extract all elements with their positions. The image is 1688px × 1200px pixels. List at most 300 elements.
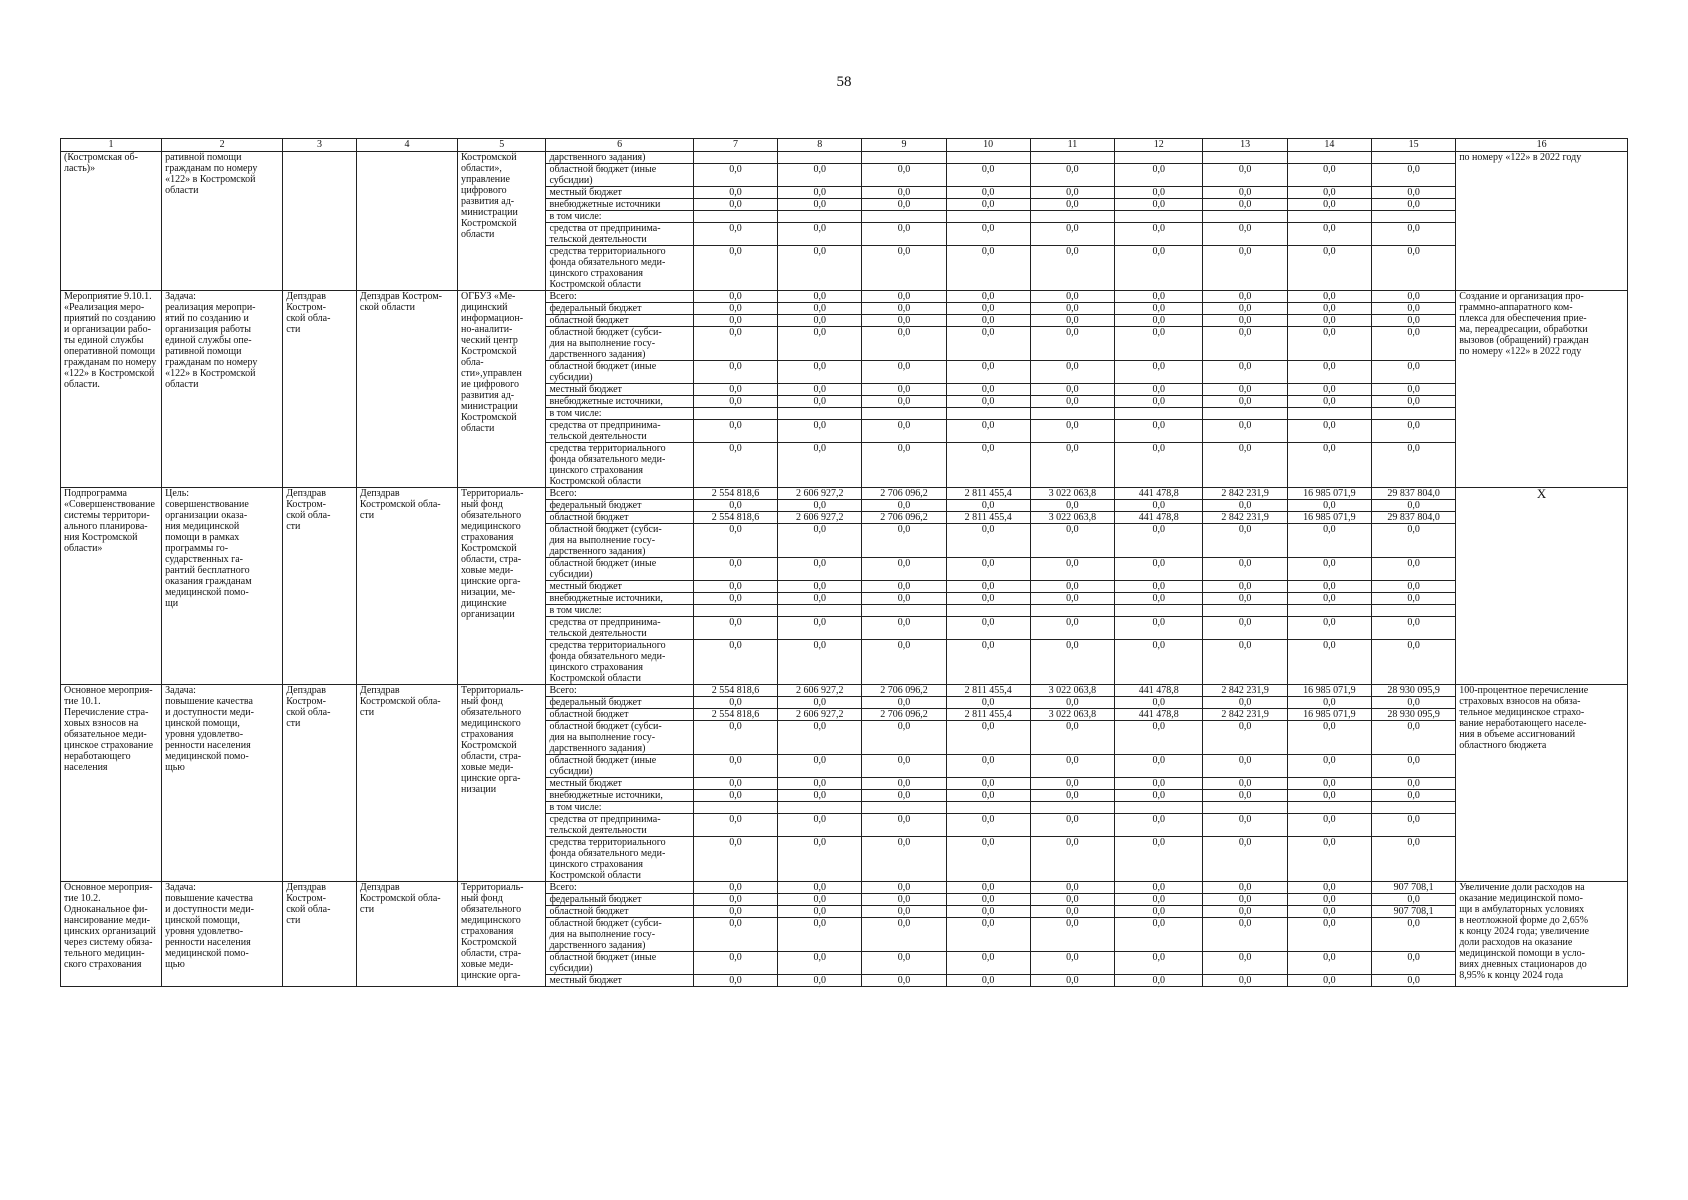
amount-cell: 0,0 [946, 443, 1030, 488]
amount-cell: 0,0 [862, 164, 946, 187]
amount-cell: 2 606 927,2 [778, 488, 862, 500]
amount-cell: 0,0 [946, 291, 1030, 303]
amount-cell: 0,0 [1287, 303, 1371, 315]
amount-cell: 0,0 [778, 396, 862, 408]
amount-cell: 0,0 [693, 500, 777, 512]
amount-cell: 0,0 [778, 697, 862, 709]
amount-cell: 16 985 071,9 [1287, 685, 1371, 697]
amount-cell: 0,0 [1371, 790, 1455, 802]
amount-cell: 0,0 [946, 187, 1030, 199]
amount-cell: 0,0 [778, 778, 862, 790]
amount-cell: 0,0 [693, 315, 777, 327]
amount-cell: 0,0 [1287, 420, 1371, 443]
cell-c5-measure-9-10-1: ОГБУЗ «Ме- дицинский информацион- но-аналити- ческий центр Костромской обла- сти»,управлен ие цифрового развития ад- министрации Костромской области [457, 291, 545, 488]
amount-cell: 0,0 [862, 882, 946, 894]
amount-cell: 0,0 [1030, 443, 1114, 488]
amount-cell: 2 706 096,2 [862, 709, 946, 721]
amount-cell [1203, 211, 1287, 223]
amount-cell: 0,0 [693, 906, 777, 918]
amount-cell: 0,0 [1287, 315, 1371, 327]
cell-c2-continued: ративной помощи гражданам по номеру «122» в Костромской области [162, 152, 283, 291]
amount-cell [693, 152, 777, 164]
table-row [61, 152, 1628, 164]
amount-cell: 0,0 [1203, 291, 1287, 303]
amount-cell [1287, 152, 1371, 164]
amount-cell: 0,0 [1371, 223, 1455, 246]
amount-cell: 29 837 804,0 [1371, 512, 1455, 524]
amount-cell: 907 708,1 [1371, 882, 1455, 894]
amount-cell: 16 985 071,9 [1287, 512, 1371, 524]
amount-cell: 0,0 [693, 778, 777, 790]
funding-source-label: в том числе: [546, 408, 693, 420]
amount-cell: 0,0 [778, 199, 862, 211]
amount-cell: 0,0 [1371, 396, 1455, 408]
amount-cell: 0,0 [862, 199, 946, 211]
amount-cell [1115, 152, 1203, 164]
amount-cell: 0,0 [778, 790, 862, 802]
amount-cell: 441 478,8 [1115, 512, 1203, 524]
amount-cell: 0,0 [862, 558, 946, 581]
column-header: 8 [778, 139, 862, 152]
amount-cell: 0,0 [1115, 837, 1203, 882]
amount-cell: 0,0 [1287, 697, 1371, 709]
amount-cell: 0,0 [862, 640, 946, 685]
amount-cell: 0,0 [1115, 164, 1203, 187]
cell-c1-measure-9-10-1: Мероприятие 9.10.1. «Реализация меро- приятий по созданию и организации рабо- ты единой службы оперативной помощи гражданам по номеру «122» в Костромской области. [61, 291, 162, 488]
amount-cell: 0,0 [1115, 975, 1203, 987]
amount-cell: 0,0 [1115, 814, 1203, 837]
amount-cell: 0,0 [1203, 894, 1287, 906]
amount-cell: 0,0 [1371, 246, 1455, 291]
column-header: 1 [61, 139, 162, 152]
amount-cell: 0,0 [693, 918, 777, 952]
amount-cell: 0,0 [693, 303, 777, 315]
amount-cell: 0,0 [1203, 617, 1287, 640]
amount-cell: 0,0 [946, 952, 1030, 975]
amount-cell: 0,0 [1030, 303, 1114, 315]
amount-cell: 0,0 [1030, 697, 1114, 709]
amount-cell [693, 605, 777, 617]
amount-cell: 0,0 [1287, 500, 1371, 512]
cell-c5-measure-10-2: Территориаль- ный фонд обязательного медицинского страхования Костромской области, стра- ховые меди- цинские орга- [457, 882, 545, 987]
amount-cell [1203, 605, 1287, 617]
amount-cell: 0,0 [946, 303, 1030, 315]
amount-cell: 2 842 231,9 [1203, 512, 1287, 524]
amount-cell: 0,0 [1030, 581, 1114, 593]
cell-c4-measure-10-2: Депздрав Костромской обла- сти [356, 882, 457, 987]
amount-cell: 0,0 [693, 975, 777, 987]
amount-cell [1203, 408, 1287, 420]
amount-cell: 0,0 [1115, 361, 1203, 384]
amount-cell: 0,0 [1287, 223, 1371, 246]
amount-cell: 0,0 [862, 721, 946, 755]
amount-cell: 0,0 [946, 396, 1030, 408]
funding-source-label: Всего: [546, 882, 693, 894]
amount-cell: 0,0 [1371, 721, 1455, 755]
amount-cell: 0,0 [1203, 303, 1287, 315]
funding-source-label: средства от предпринима- тельской деятельности [546, 814, 693, 837]
amount-cell: 0,0 [862, 524, 946, 558]
amount-cell: 0,0 [1371, 361, 1455, 384]
amount-cell: 0,0 [693, 882, 777, 894]
amount-cell: 0,0 [778, 558, 862, 581]
amount-cell: 0,0 [1371, 975, 1455, 987]
amount-cell: 0,0 [946, 721, 1030, 755]
amount-cell: 0,0 [1371, 697, 1455, 709]
funding-source-label: внебюджетные источники, [546, 790, 693, 802]
amount-cell: 0,0 [946, 778, 1030, 790]
amount-cell: 0,0 [778, 894, 862, 906]
amount-cell [862, 802, 946, 814]
amount-cell: 0,0 [693, 199, 777, 211]
amount-cell: 0,0 [693, 420, 777, 443]
amount-cell: 0,0 [1203, 223, 1287, 246]
amount-cell: 0,0 [693, 581, 777, 593]
amount-cell: 0,0 [1115, 443, 1203, 488]
amount-cell: 0,0 [1115, 593, 1203, 605]
amount-cell: 0,0 [1203, 199, 1287, 211]
amount-cell: 0,0 [1115, 952, 1203, 975]
amount-cell: 0,0 [1203, 790, 1287, 802]
amount-cell: 0,0 [778, 640, 862, 685]
amount-cell: 16 985 071,9 [1287, 488, 1371, 500]
amount-cell [778, 211, 862, 223]
amount-cell: 0,0 [1287, 581, 1371, 593]
amount-cell: 0,0 [1030, 199, 1114, 211]
amount-cell: 0,0 [693, 814, 777, 837]
amount-cell: 0,0 [1287, 882, 1371, 894]
amount-cell: 0,0 [1115, 721, 1203, 755]
cell-c1-measure-10-1: Основное мероприя- тие 10.1. Перечисление стра- ховых взносов на обязательное меди- цинское страхование неработающего населения [61, 685, 162, 882]
funding-source-label: федеральный бюджет [546, 697, 693, 709]
amount-cell: 0,0 [1371, 952, 1455, 975]
amount-cell: 0,0 [1203, 906, 1287, 918]
amount-cell: 0,0 [1371, 327, 1455, 361]
amount-cell: 0,0 [1115, 790, 1203, 802]
amount-cell: 0,0 [862, 246, 946, 291]
amount-cell: 0,0 [862, 443, 946, 488]
amount-cell: 0,0 [693, 396, 777, 408]
amount-cell: 0,0 [1030, 906, 1114, 918]
table-row [61, 291, 1628, 303]
cell-c3-continued [283, 152, 357, 291]
amount-cell: 0,0 [1115, 906, 1203, 918]
cell-c2-subprogram: Цель: совершенствование организации оказа- ния медицинской помощи в рамках программы го- сударственных га- рантий бесплатного оказания гражданам медицинской помо- щи [162, 488, 283, 685]
amount-cell [1287, 408, 1371, 420]
amount-cell: 0,0 [1287, 291, 1371, 303]
amount-cell: 0,0 [1030, 164, 1114, 187]
amount-cell: 0,0 [1030, 882, 1114, 894]
amount-cell [1287, 211, 1371, 223]
amount-cell: 0,0 [778, 500, 862, 512]
amount-cell [693, 802, 777, 814]
amount-cell: 0,0 [693, 223, 777, 246]
amount-cell: 0,0 [1371, 814, 1455, 837]
amount-cell [1287, 605, 1371, 617]
cell-c3-measure-10-2: Депздрав Костром- ской обла- сти [283, 882, 357, 987]
amount-cell: 0,0 [778, 814, 862, 837]
amount-cell: 0,0 [946, 500, 1030, 512]
amount-cell: 0,0 [1203, 187, 1287, 199]
cell-c5-subprogram: Территориаль- ный фонд обязательного медицинского страхования Костромской области, стра- ховые меди- цинские орга- низации, ме- дицинские организации [457, 488, 545, 685]
amount-cell: 0,0 [1203, 593, 1287, 605]
funding-source-label: местный бюджет [546, 581, 693, 593]
amount-cell: 0,0 [946, 164, 1030, 187]
amount-cell [1030, 408, 1114, 420]
amount-cell: 0,0 [693, 246, 777, 291]
amount-cell [946, 802, 1030, 814]
amount-cell: 0,0 [1287, 918, 1371, 952]
funding-source-label: областной бюджет (иные субсидии) [546, 361, 693, 384]
amount-cell: 0,0 [1371, 558, 1455, 581]
amount-cell: 3 022 063,8 [1030, 685, 1114, 697]
amount-cell: 0,0 [946, 918, 1030, 952]
amount-cell: 0,0 [778, 721, 862, 755]
amount-cell [946, 408, 1030, 420]
cell-c5-continued: Костромской области», управление цифрового развития ад- министрации Костромской области [457, 152, 545, 291]
amount-cell: 0,0 [1030, 837, 1114, 882]
funding-source-label: средства территориального фонда обязательного меди- цинского страхования Костромской области [546, 837, 693, 882]
amount-cell: 0,0 [1030, 223, 1114, 246]
amount-cell: 0,0 [1030, 790, 1114, 802]
amount-cell: 0,0 [862, 327, 946, 361]
amount-cell: 0,0 [778, 837, 862, 882]
amount-cell: 0,0 [1115, 894, 1203, 906]
amount-cell: 0,0 [1115, 303, 1203, 315]
funding-source-label: Всего: [546, 685, 693, 697]
cell-c2-measure-10-1: Задача: повышение качества и доступности меди- цинской помощи, уровня удовлетво- ренности населения медицинской помо- щью [162, 685, 283, 882]
amount-cell: 0,0 [1030, 315, 1114, 327]
amount-cell: 2 606 927,2 [778, 709, 862, 721]
amount-cell: 0,0 [1203, 721, 1287, 755]
amount-cell: 0,0 [1371, 384, 1455, 396]
amount-cell: 0,0 [1371, 500, 1455, 512]
amount-cell [862, 152, 946, 164]
expected-result-measure-9-10-1: Создание и организация про- граммно-аппаратного ком- плекса для обеспечения прие- ма, переадресации, обработки вызовов (обращений) граждан по номеру «122» в 2022 году [1456, 291, 1628, 488]
expected-result-measure-10-1: 100-процентное перечисление страховых взносов на обяза- тельное медицинское страхо- вание неработающего населе- ния в объеме ассигнований областного бюджета [1456, 685, 1628, 882]
expected-result-measure-10-2: Увеличение доли расходов на оказание медицинской помо- щи в амбулаторных условиях в неотложной форме до 2,65% к концу 2024 года; увеличение доли расходов на оказание медицинской помощи в усло- виях дневных стационаров до 8,95% к концу 2024 года [1456, 882, 1628, 987]
amount-cell: 0,0 [1371, 593, 1455, 605]
amount-cell: 0,0 [946, 906, 1030, 918]
amount-cell: 0,0 [693, 558, 777, 581]
amount-cell: 0,0 [1030, 291, 1114, 303]
cell-c1-continued: (Костромская об- ласть)» [61, 152, 162, 291]
amount-cell: 0,0 [1287, 906, 1371, 918]
amount-cell: 0,0 [693, 327, 777, 361]
amount-cell: 0,0 [1030, 420, 1114, 443]
amount-cell: 0,0 [778, 187, 862, 199]
amount-cell: 0,0 [693, 593, 777, 605]
amount-cell: 0,0 [1115, 396, 1203, 408]
amount-cell: 0,0 [946, 617, 1030, 640]
amount-cell [1371, 152, 1455, 164]
amount-cell: 0,0 [946, 199, 1030, 211]
amount-cell: 0,0 [862, 778, 946, 790]
amount-cell: 0,0 [862, 303, 946, 315]
amount-cell: 28 930 095,9 [1371, 709, 1455, 721]
amount-cell: 0,0 [946, 223, 1030, 246]
amount-cell: 0,0 [1030, 246, 1114, 291]
amount-cell: 0,0 [1030, 755, 1114, 778]
amount-cell [778, 605, 862, 617]
amount-cell: 0,0 [1371, 894, 1455, 906]
amount-cell: 0,0 [1287, 327, 1371, 361]
amount-cell: 2 606 927,2 [778, 512, 862, 524]
amount-cell: 0,0 [1115, 778, 1203, 790]
amount-cell: 0,0 [693, 187, 777, 199]
amount-cell: 441 478,8 [1115, 709, 1203, 721]
amount-cell [1115, 802, 1203, 814]
amount-cell: 0,0 [946, 882, 1030, 894]
amount-cell: 0,0 [693, 291, 777, 303]
amount-cell: 0,0 [1371, 640, 1455, 685]
amount-cell: 0,0 [1030, 361, 1114, 384]
funding-source-label: федеральный бюджет [546, 500, 693, 512]
amount-cell [693, 211, 777, 223]
amount-cell [1371, 211, 1455, 223]
amount-cell [778, 802, 862, 814]
amount-cell: 16 985 071,9 [1287, 709, 1371, 721]
amount-cell: 0,0 [1203, 315, 1287, 327]
amount-cell: 0,0 [1115, 199, 1203, 211]
amount-cell: 2 554 818,6 [693, 685, 777, 697]
amount-cell: 0,0 [1115, 755, 1203, 778]
amount-cell: 0,0 [1371, 199, 1455, 211]
column-header: 4 [356, 139, 457, 152]
funding-source-label: Всего: [546, 488, 693, 500]
funding-source-label: областной бюджет (иные субсидии) [546, 755, 693, 778]
amount-cell: 0,0 [1287, 778, 1371, 790]
amount-cell: 0,0 [1203, 327, 1287, 361]
amount-cell: 0,0 [778, 246, 862, 291]
amount-cell: 0,0 [778, 524, 862, 558]
amount-cell: 2 811 455,4 [946, 488, 1030, 500]
amount-cell: 907 708,1 [1371, 906, 1455, 918]
amount-cell [1030, 802, 1114, 814]
amount-cell: 0,0 [1203, 384, 1287, 396]
amount-cell [1030, 605, 1114, 617]
amount-cell: 0,0 [862, 894, 946, 906]
amount-cell: 0,0 [1115, 246, 1203, 291]
cell-c2-measure-9-10-1: Задача: реализация меропри- ятий по созданию и организация работы единой службы опе- ративной помощи гражданам по номеру «122» в Костромской области [162, 291, 283, 488]
amount-cell: 0,0 [946, 558, 1030, 581]
amount-cell: 0,0 [862, 918, 946, 952]
amount-cell: 0,0 [693, 894, 777, 906]
amount-cell: 0,0 [1115, 581, 1203, 593]
amount-cell: 0,0 [778, 617, 862, 640]
amount-cell: 0,0 [1287, 443, 1371, 488]
amount-cell: 0,0 [946, 790, 1030, 802]
amount-cell: 3 022 063,8 [1030, 512, 1114, 524]
amount-cell [1115, 605, 1203, 617]
amount-cell: 0,0 [862, 384, 946, 396]
amount-cell: 0,0 [1030, 593, 1114, 605]
amount-cell: 441 478,8 [1115, 685, 1203, 697]
column-header: 9 [862, 139, 946, 152]
amount-cell: 0,0 [862, 593, 946, 605]
amount-cell: 0,0 [1030, 617, 1114, 640]
funding-source-label: средства территориального фонда обязательного меди- цинского страхования Костромской области [546, 640, 693, 685]
amount-cell: 3 022 063,8 [1030, 709, 1114, 721]
cell-c4-subprogram: Депздрав Костромской обла- сти [356, 488, 457, 685]
amount-cell: 0,0 [862, 361, 946, 384]
amount-cell: 0,0 [1371, 187, 1455, 199]
amount-cell: 0,0 [1030, 778, 1114, 790]
amount-cell: 0,0 [1030, 396, 1114, 408]
amount-cell: 0,0 [946, 814, 1030, 837]
amount-cell: 0,0 [1287, 617, 1371, 640]
amount-cell: 0,0 [862, 975, 946, 987]
amount-cell: 0,0 [778, 303, 862, 315]
amount-cell: 0,0 [862, 500, 946, 512]
amount-cell: 0,0 [1030, 640, 1114, 685]
amount-cell: 0,0 [693, 952, 777, 975]
amount-cell: 2 811 455,4 [946, 512, 1030, 524]
amount-cell: 0,0 [778, 593, 862, 605]
funding-source-label: средства территориального фонда обязательного меди- цинского страхования Костромской области [546, 443, 693, 488]
amount-cell: 0,0 [1203, 755, 1287, 778]
amount-cell: 0,0 [946, 593, 1030, 605]
amount-cell: 0,0 [1287, 396, 1371, 408]
amount-cell: 0,0 [1287, 790, 1371, 802]
table-row [61, 488, 1628, 500]
amount-cell: 0,0 [1371, 524, 1455, 558]
funding-source-label: областной бюджет (субси- дия на выполнение госу- дарственного задания) [546, 327, 693, 361]
funding-source-label: областной бюджет [546, 315, 693, 327]
column-header: 15 [1371, 139, 1455, 152]
amount-cell: 0,0 [1030, 918, 1114, 952]
amount-cell: 0,0 [1287, 246, 1371, 291]
amount-cell: 0,0 [1287, 894, 1371, 906]
amount-cell [778, 408, 862, 420]
amount-cell: 0,0 [862, 420, 946, 443]
amount-cell: 0,0 [1287, 187, 1371, 199]
funding-source-label: областной бюджет (субси- дия на выполнение госу- дарственного задания) [546, 918, 693, 952]
amount-cell: 0,0 [1203, 882, 1287, 894]
amount-cell: 0,0 [1030, 975, 1114, 987]
cell-c2-measure-10-2: Задача: повышение качества и доступности меди- цинской помощи, уровня удовлетво- ренности населения медицинской помо- щью [162, 882, 283, 987]
amount-cell: 0,0 [1115, 327, 1203, 361]
amount-cell: 0,0 [693, 524, 777, 558]
column-header: 11 [1030, 139, 1114, 152]
amount-cell: 2 842 231,9 [1203, 709, 1287, 721]
amount-cell: 0,0 [1203, 164, 1287, 187]
amount-cell: 0,0 [778, 755, 862, 778]
amount-cell: 28 930 095,9 [1371, 685, 1455, 697]
amount-cell: 2 606 927,2 [778, 685, 862, 697]
amount-cell: 0,0 [1371, 837, 1455, 882]
amount-cell [1030, 211, 1114, 223]
amount-cell: 0,0 [862, 396, 946, 408]
funding-source-label: областной бюджет (иные субсидии) [546, 558, 693, 581]
amount-cell: 0,0 [1371, 755, 1455, 778]
column-header: 12 [1115, 139, 1203, 152]
amount-cell: 0,0 [1371, 918, 1455, 952]
amount-cell: 0,0 [946, 755, 1030, 778]
funding-source-label: областной бюджет [546, 906, 693, 918]
column-header: 2 [162, 139, 283, 152]
funding-source-label: областной бюджет (иные субсидии) [546, 952, 693, 975]
cell-c3-subprogram: Депздрав Костром- ской обла- сти [283, 488, 357, 685]
funding-source-label: областной бюджет (иные субсидии) [546, 164, 693, 187]
amount-cell: 0,0 [862, 315, 946, 327]
amount-cell: 0,0 [1371, 315, 1455, 327]
amount-cell: 0,0 [1287, 384, 1371, 396]
amount-cell: 29 837 804,0 [1371, 488, 1455, 500]
amount-cell: 0,0 [778, 384, 862, 396]
amount-cell: 0,0 [1203, 361, 1287, 384]
amount-cell: 0,0 [1115, 918, 1203, 952]
